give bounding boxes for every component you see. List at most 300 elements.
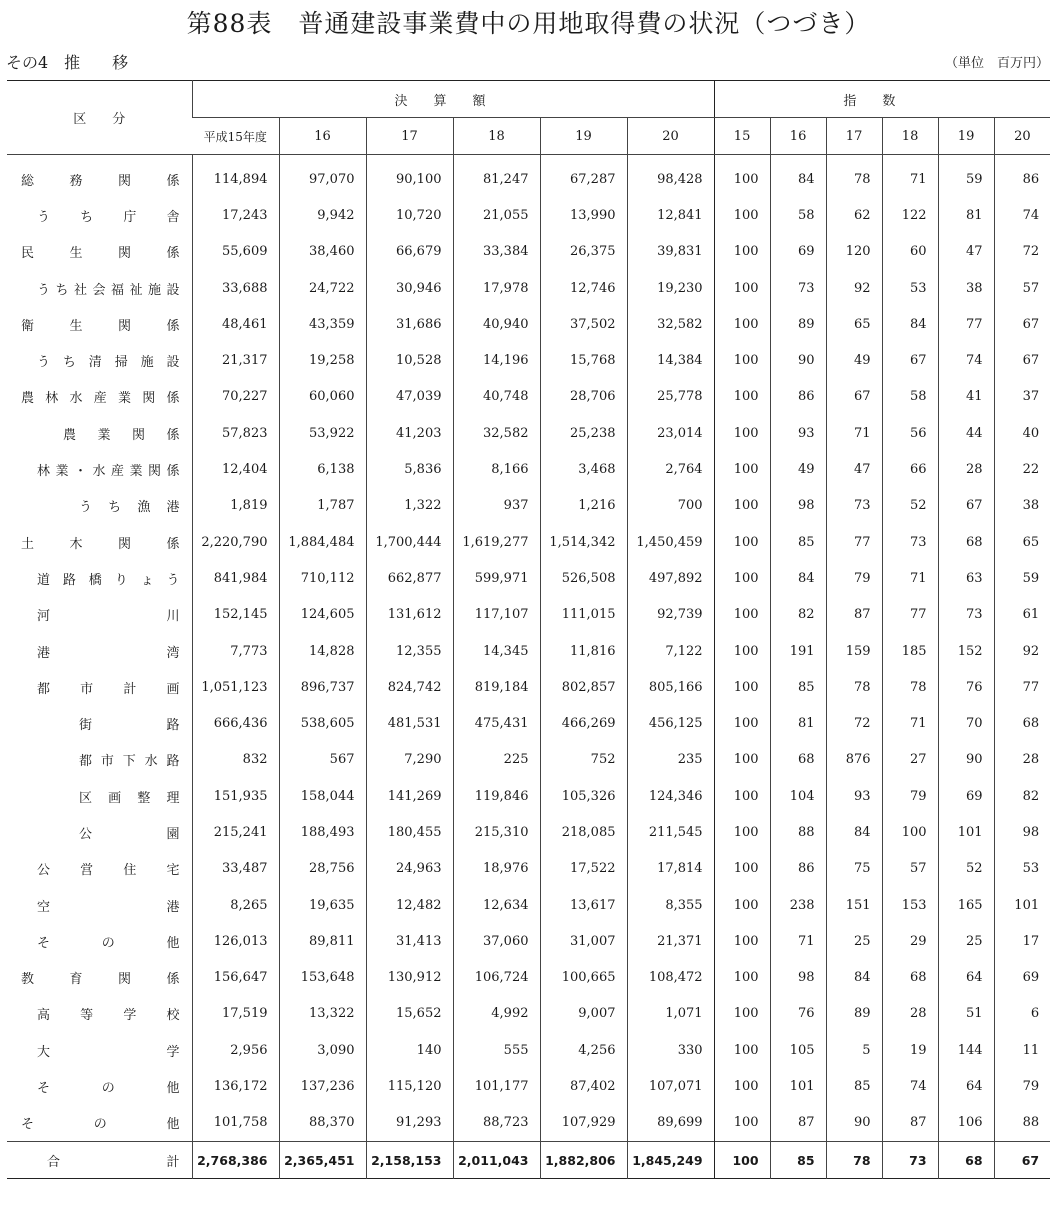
- index-cell: 67: [994, 1142, 1050, 1179]
- amount-cell: 141,269: [366, 778, 453, 814]
- amount-cell: 10,720: [366, 197, 453, 233]
- index-cell: 84: [770, 560, 826, 596]
- index-cell: 68: [770, 742, 826, 778]
- amount-cell: 31,413: [366, 923, 453, 959]
- amount-cell: 1,216: [540, 488, 627, 524]
- index-cell: 100: [714, 379, 770, 415]
- index-year-header: 20: [994, 118, 1050, 155]
- row-label: 民生関係: [21, 246, 180, 262]
- amount-cell: 12,404: [192, 451, 279, 487]
- index-cell: 101: [938, 814, 994, 850]
- index-cell: 19: [882, 1032, 938, 1068]
- table-row: [7, 778, 1050, 814]
- amount-cell: 14,384: [627, 342, 714, 378]
- index-cell: 71: [882, 560, 938, 596]
- index-cell: 104: [770, 778, 826, 814]
- table-row: [7, 1068, 1050, 1104]
- unit-label: （単位 百万円）: [944, 56, 1049, 71]
- table-row: [7, 960, 1050, 996]
- index-cell: 100: [714, 451, 770, 487]
- amount-cell: 5,836: [366, 451, 453, 487]
- table-row: [7, 197, 1050, 233]
- index-cell: 100: [714, 270, 770, 306]
- amount-cell: 55,609: [192, 234, 279, 270]
- amount-cell: 152,145: [192, 597, 279, 633]
- index-cell: 37: [994, 379, 1050, 415]
- index-cell: 79: [882, 778, 938, 814]
- amount-cell: 100,665: [540, 960, 627, 996]
- index-cell: 62: [826, 197, 882, 233]
- index-cell: 100: [714, 524, 770, 560]
- index-cell: 105: [770, 1032, 826, 1068]
- index-cell: 78: [826, 155, 882, 198]
- amount-year-header: 18: [453, 118, 540, 155]
- index-cell: 144: [938, 1032, 994, 1068]
- index-cell: 70: [938, 705, 994, 741]
- index-cell: 152: [938, 633, 994, 669]
- amount-cell: 1,884,484: [279, 524, 366, 560]
- amount-cell: 90,100: [366, 155, 453, 198]
- amount-cell: 105,326: [540, 778, 627, 814]
- amount-cell: 11,816: [540, 633, 627, 669]
- amount-cell: 2,220,790: [192, 524, 279, 560]
- amount-cell: 115,120: [366, 1068, 453, 1104]
- index-cell: 100: [714, 633, 770, 669]
- amount-cell: 28,756: [279, 851, 366, 887]
- amount-cell: 752: [540, 742, 627, 778]
- index-cell: 100: [714, 814, 770, 850]
- amount-cell: 107,929: [540, 1105, 627, 1142]
- amount-cell: 218,085: [540, 814, 627, 850]
- index-cell: 71: [770, 923, 826, 959]
- amount-cell: 87,402: [540, 1068, 627, 1104]
- amount-cell: 114,894: [192, 155, 279, 198]
- amount-cell: 1,619,277: [453, 524, 540, 560]
- index-cell: 81: [770, 705, 826, 741]
- amount-cell: 158,044: [279, 778, 366, 814]
- index-cell: 191: [770, 633, 826, 669]
- index-cell: 11: [994, 1032, 1050, 1068]
- amount-cell: 17,243: [192, 197, 279, 233]
- index-cell: 78: [882, 669, 938, 705]
- index-cell: 100: [714, 1068, 770, 1104]
- amount-cell: 151,935: [192, 778, 279, 814]
- amount-cell: 67,287: [540, 155, 627, 198]
- index-cell: 47: [826, 451, 882, 487]
- table-title: 第88表 普通建設事業費中の用地取得費の状況（つづき）: [186, 9, 871, 38]
- amount-cell: 140: [366, 1032, 453, 1068]
- amount-cell: 666,436: [192, 705, 279, 741]
- amount-cell: 3,090: [279, 1032, 366, 1068]
- index-cell: 59: [994, 560, 1050, 596]
- amount-cell: 12,355: [366, 633, 453, 669]
- amount-cell: 53,922: [279, 415, 366, 451]
- amount-cell: 497,892: [627, 560, 714, 596]
- amount-cell: 841,984: [192, 560, 279, 596]
- row-label: 都市計画: [37, 681, 180, 697]
- amount-cell: 896,737: [279, 669, 366, 705]
- table-row: [7, 306, 1050, 342]
- table-row: [7, 996, 1050, 1032]
- index-cell: 47: [938, 234, 994, 270]
- index-cell: 92: [994, 633, 1050, 669]
- row-label: 区画整理: [79, 790, 180, 806]
- amount-cell: 48,461: [192, 306, 279, 342]
- index-cell: 76: [770, 996, 826, 1032]
- index-cell: 5: [826, 1032, 882, 1068]
- index-cell: 87: [826, 597, 882, 633]
- row-label: うち漁港: [79, 500, 180, 516]
- index-cell: 57: [994, 270, 1050, 306]
- table-row: [7, 234, 1050, 270]
- amount-cell: 7,773: [192, 633, 279, 669]
- index-cell: 75: [826, 851, 882, 887]
- row-label: 道路橋りょう: [37, 572, 180, 588]
- index-cell: 100: [714, 851, 770, 887]
- index-cell: 77: [994, 669, 1050, 705]
- index-cell: 69: [994, 960, 1050, 996]
- amount-cell: 101,177: [453, 1068, 540, 1104]
- index-cell: 58: [882, 379, 938, 415]
- amount-cell: 47,039: [366, 379, 453, 415]
- amount-cell: 2,158,153: [366, 1142, 453, 1179]
- amount-cell: 37,060: [453, 923, 540, 959]
- index-cell: 72: [826, 705, 882, 741]
- index-cell: 100: [714, 560, 770, 596]
- index-cell: 159: [826, 633, 882, 669]
- amount-cell: 12,482: [366, 887, 453, 923]
- index-cell: 876: [826, 742, 882, 778]
- index-cell: 66: [882, 451, 938, 487]
- amount-cell: 805,166: [627, 669, 714, 705]
- amount-cell: 19,635: [279, 887, 366, 923]
- amount-cell: 26,375: [540, 234, 627, 270]
- amount-cell: 38,460: [279, 234, 366, 270]
- amount-cell: 19,258: [279, 342, 366, 378]
- amount-cell: 225: [453, 742, 540, 778]
- index-cell: 53: [882, 270, 938, 306]
- index-cell: 90: [826, 1105, 882, 1142]
- index-cell: 100: [714, 960, 770, 996]
- row-label: その他: [37, 935, 180, 951]
- amount-cell: 12,746: [540, 270, 627, 306]
- index-cell: 100: [714, 155, 770, 198]
- amount-cell: 32,582: [453, 415, 540, 451]
- amount-cell: 130,912: [366, 960, 453, 996]
- amount-cell: 215,310: [453, 814, 540, 850]
- row-label: 高等学校: [37, 1008, 180, 1024]
- index-cell: 98: [994, 814, 1050, 850]
- index-cell: 85: [770, 524, 826, 560]
- table-row: [7, 415, 1050, 451]
- amount-cell: 1,051,123: [192, 669, 279, 705]
- amount-cell: 14,196: [453, 342, 540, 378]
- row-label: 公園: [79, 826, 180, 842]
- index-cell: 72: [994, 234, 1050, 270]
- amount-cell: 10,528: [366, 342, 453, 378]
- amount-cell: 2,768,386: [192, 1142, 279, 1179]
- amount-cell: 91,293: [366, 1105, 453, 1142]
- row-label: うち社会福祉施設: [37, 282, 180, 298]
- table-subtitle: その4 推 移: [6, 53, 129, 72]
- amount-cell: 12,841: [627, 197, 714, 233]
- index-cell: 77: [826, 524, 882, 560]
- index-cell: 28: [994, 742, 1050, 778]
- amount-cell: 2,956: [192, 1032, 279, 1068]
- index-cell: 100: [714, 996, 770, 1032]
- index-cell: 44: [938, 415, 994, 451]
- index-cell: 74: [994, 197, 1050, 233]
- row-label: 合計: [7, 1142, 192, 1179]
- amount-cell: 88,723: [453, 1105, 540, 1142]
- index-cell: 28: [882, 996, 938, 1032]
- amount-cell: 538,605: [279, 705, 366, 741]
- table-row: [7, 923, 1050, 959]
- amount-cell: 111,015: [540, 597, 627, 633]
- index-cell: 100: [714, 342, 770, 378]
- index-cell: 151: [826, 887, 882, 923]
- amount-cell: 475,431: [453, 705, 540, 741]
- index-cell: 87: [770, 1105, 826, 1142]
- amount-cell: 13,617: [540, 887, 627, 923]
- amount-cell: 31,007: [540, 923, 627, 959]
- index-cell: 101: [770, 1068, 826, 1104]
- index-cell: 238: [770, 887, 826, 923]
- index-cell: 67: [882, 342, 938, 378]
- amount-cell: 700: [627, 488, 714, 524]
- index-cell: 51: [938, 996, 994, 1032]
- amount-cell: 662,877: [366, 560, 453, 596]
- amount-cell: 106,724: [453, 960, 540, 996]
- amount-cell: 70,227: [192, 379, 279, 415]
- amount-cell: 13,990: [540, 197, 627, 233]
- amount-cell: 21,371: [627, 923, 714, 959]
- amount-cell: 117,107: [453, 597, 540, 633]
- index-cell: 100: [882, 814, 938, 850]
- amount-cell: 24,963: [366, 851, 453, 887]
- amount-cell: 126,013: [192, 923, 279, 959]
- index-cell: 73: [826, 488, 882, 524]
- index-cell: 58: [770, 197, 826, 233]
- index-cell: 122: [882, 197, 938, 233]
- row-label: 教育関係: [21, 972, 180, 988]
- amount-cell: 88,370: [279, 1105, 366, 1142]
- index-cell: 88: [994, 1105, 1050, 1142]
- amount-cell: 33,688: [192, 270, 279, 306]
- index-cell: 76: [938, 669, 994, 705]
- index-cell: 84: [826, 960, 882, 996]
- amount-cell: 98,428: [627, 155, 714, 198]
- amount-cell: 1,819: [192, 488, 279, 524]
- total-row: [7, 1142, 1050, 1179]
- amount-cell: 599,971: [453, 560, 540, 596]
- index-cell: 67: [994, 342, 1050, 378]
- index-cell: 87: [882, 1105, 938, 1142]
- index-cell: 79: [994, 1068, 1050, 1104]
- amount-cell: 6,138: [279, 451, 366, 487]
- index-cell: 85: [770, 669, 826, 705]
- index-cell: 86: [994, 155, 1050, 198]
- amount-cell: 153,648: [279, 960, 366, 996]
- amount-cell: 81,247: [453, 155, 540, 198]
- amount-cell: 8,265: [192, 887, 279, 923]
- index-cell: 86: [770, 851, 826, 887]
- index-cell: 100: [714, 778, 770, 814]
- amount-cell: 235: [627, 742, 714, 778]
- table-body: [7, 155, 1050, 1179]
- settlement-header: 決算額: [192, 81, 714, 118]
- amount-cell: 330: [627, 1032, 714, 1068]
- index-header: 指数: [714, 81, 1050, 118]
- index-cell: 84: [770, 155, 826, 198]
- index-cell: 82: [770, 597, 826, 633]
- index-cell: 100: [714, 1142, 770, 1179]
- index-cell: 73: [770, 270, 826, 306]
- land-acquisition-table: [7, 80, 1050, 1179]
- amount-cell: 66,679: [366, 234, 453, 270]
- amount-cell: 18,976: [453, 851, 540, 887]
- amount-cell: 37,502: [540, 306, 627, 342]
- amount-cell: 1,322: [366, 488, 453, 524]
- index-cell: 79: [826, 560, 882, 596]
- index-cell: 100: [714, 306, 770, 342]
- index-cell: 63: [938, 560, 994, 596]
- row-label: 林業・水産業関係: [37, 464, 180, 480]
- index-cell: 69: [770, 234, 826, 270]
- category-header: 区 分: [7, 81, 192, 155]
- amount-cell: 156,647: [192, 960, 279, 996]
- index-cell: 29: [882, 923, 938, 959]
- index-cell: 67: [938, 488, 994, 524]
- amount-cell: 1,882,806: [540, 1142, 627, 1179]
- amount-cell: 28,706: [540, 379, 627, 415]
- index-cell: 84: [826, 814, 882, 850]
- row-label: その他: [37, 1081, 180, 1097]
- table-row: [7, 1032, 1050, 1068]
- index-cell: 64: [938, 1068, 994, 1104]
- index-cell: 88: [770, 814, 826, 850]
- amount-cell: 2,365,451: [279, 1142, 366, 1179]
- amount-cell: 131,612: [366, 597, 453, 633]
- amount-cell: 567: [279, 742, 366, 778]
- row-label: 土木関係: [21, 536, 180, 552]
- row-label: その他: [21, 1117, 180, 1133]
- index-cell: 89: [770, 306, 826, 342]
- table-row: [7, 633, 1050, 669]
- amount-cell: 1,787: [279, 488, 366, 524]
- index-cell: 6: [994, 996, 1050, 1032]
- index-cell: 106: [938, 1105, 994, 1142]
- index-cell: 73: [882, 1142, 938, 1179]
- index-cell: 78: [826, 669, 882, 705]
- index-year-header: 17: [826, 118, 882, 155]
- index-cell: 93: [770, 415, 826, 451]
- amount-cell: 526,508: [540, 560, 627, 596]
- index-cell: 68: [994, 705, 1050, 741]
- index-cell: 100: [714, 923, 770, 959]
- table-row: [7, 887, 1050, 923]
- index-cell: 100: [714, 1105, 770, 1142]
- index-cell: 98: [770, 960, 826, 996]
- table-row: [7, 814, 1050, 850]
- amount-year-header: 17: [366, 118, 453, 155]
- row-label: 農業関係: [63, 427, 180, 443]
- index-cell: 100: [714, 887, 770, 923]
- index-cell: 90: [770, 342, 826, 378]
- row-label: 空港: [37, 899, 180, 915]
- amount-cell: 43,359: [279, 306, 366, 342]
- amount-cell: 124,605: [279, 597, 366, 633]
- index-year-header: 18: [882, 118, 938, 155]
- amount-cell: 1,514,342: [540, 524, 627, 560]
- amount-cell: 211,545: [627, 814, 714, 850]
- index-cell: 100: [714, 415, 770, 451]
- amount-cell: 15,768: [540, 342, 627, 378]
- row-label: 大学: [37, 1044, 180, 1060]
- index-cell: 100: [714, 669, 770, 705]
- index-cell: 100: [714, 488, 770, 524]
- amount-cell: 14,345: [453, 633, 540, 669]
- index-cell: 61: [994, 597, 1050, 633]
- table-row: [7, 155, 1050, 198]
- index-year-header: 15: [714, 118, 770, 155]
- amount-year-header: 平成15年度: [192, 118, 279, 155]
- amount-cell: 60,060: [279, 379, 366, 415]
- amount-cell: 1,071: [627, 996, 714, 1032]
- table-row: [7, 451, 1050, 487]
- index-cell: 100: [714, 1032, 770, 1068]
- row-label: 衛生関係: [21, 318, 180, 334]
- row-label: 総務関係: [21, 173, 180, 189]
- amount-cell: 89,811: [279, 923, 366, 959]
- amount-cell: 9,007: [540, 996, 627, 1032]
- amount-cell: 21,317: [192, 342, 279, 378]
- amount-cell: 17,814: [627, 851, 714, 887]
- amount-cell: 4,256: [540, 1032, 627, 1068]
- row-label: うち庁舎: [37, 209, 180, 225]
- amount-cell: 819,184: [453, 669, 540, 705]
- table-row: [7, 488, 1050, 524]
- index-cell: 27: [882, 742, 938, 778]
- amount-cell: 215,241: [192, 814, 279, 850]
- index-cell: 84: [882, 306, 938, 342]
- index-cell: 17: [994, 923, 1050, 959]
- table-row: [7, 705, 1050, 741]
- amount-cell: 1,845,249: [627, 1142, 714, 1179]
- index-cell: 69: [938, 778, 994, 814]
- amount-year-header: 19: [540, 118, 627, 155]
- index-cell: 25: [826, 923, 882, 959]
- amount-cell: 124,346: [627, 778, 714, 814]
- amount-cell: 180,455: [366, 814, 453, 850]
- table-row: [7, 742, 1050, 778]
- amount-cell: 9,942: [279, 197, 366, 233]
- table-row: [7, 1105, 1050, 1142]
- amount-cell: 188,493: [279, 814, 366, 850]
- index-cell: 101: [994, 887, 1050, 923]
- table-row: [7, 560, 1050, 596]
- index-cell: 68: [882, 960, 938, 996]
- row-label: 農林水産業関係: [21, 391, 180, 407]
- index-cell: 71: [882, 705, 938, 741]
- amount-cell: 41,203: [366, 415, 453, 451]
- table-row: [7, 851, 1050, 887]
- index-cell: 92: [826, 270, 882, 306]
- table-row: [7, 379, 1050, 415]
- index-cell: 100: [714, 234, 770, 270]
- amount-cell: 119,846: [453, 778, 540, 814]
- index-cell: 65: [826, 306, 882, 342]
